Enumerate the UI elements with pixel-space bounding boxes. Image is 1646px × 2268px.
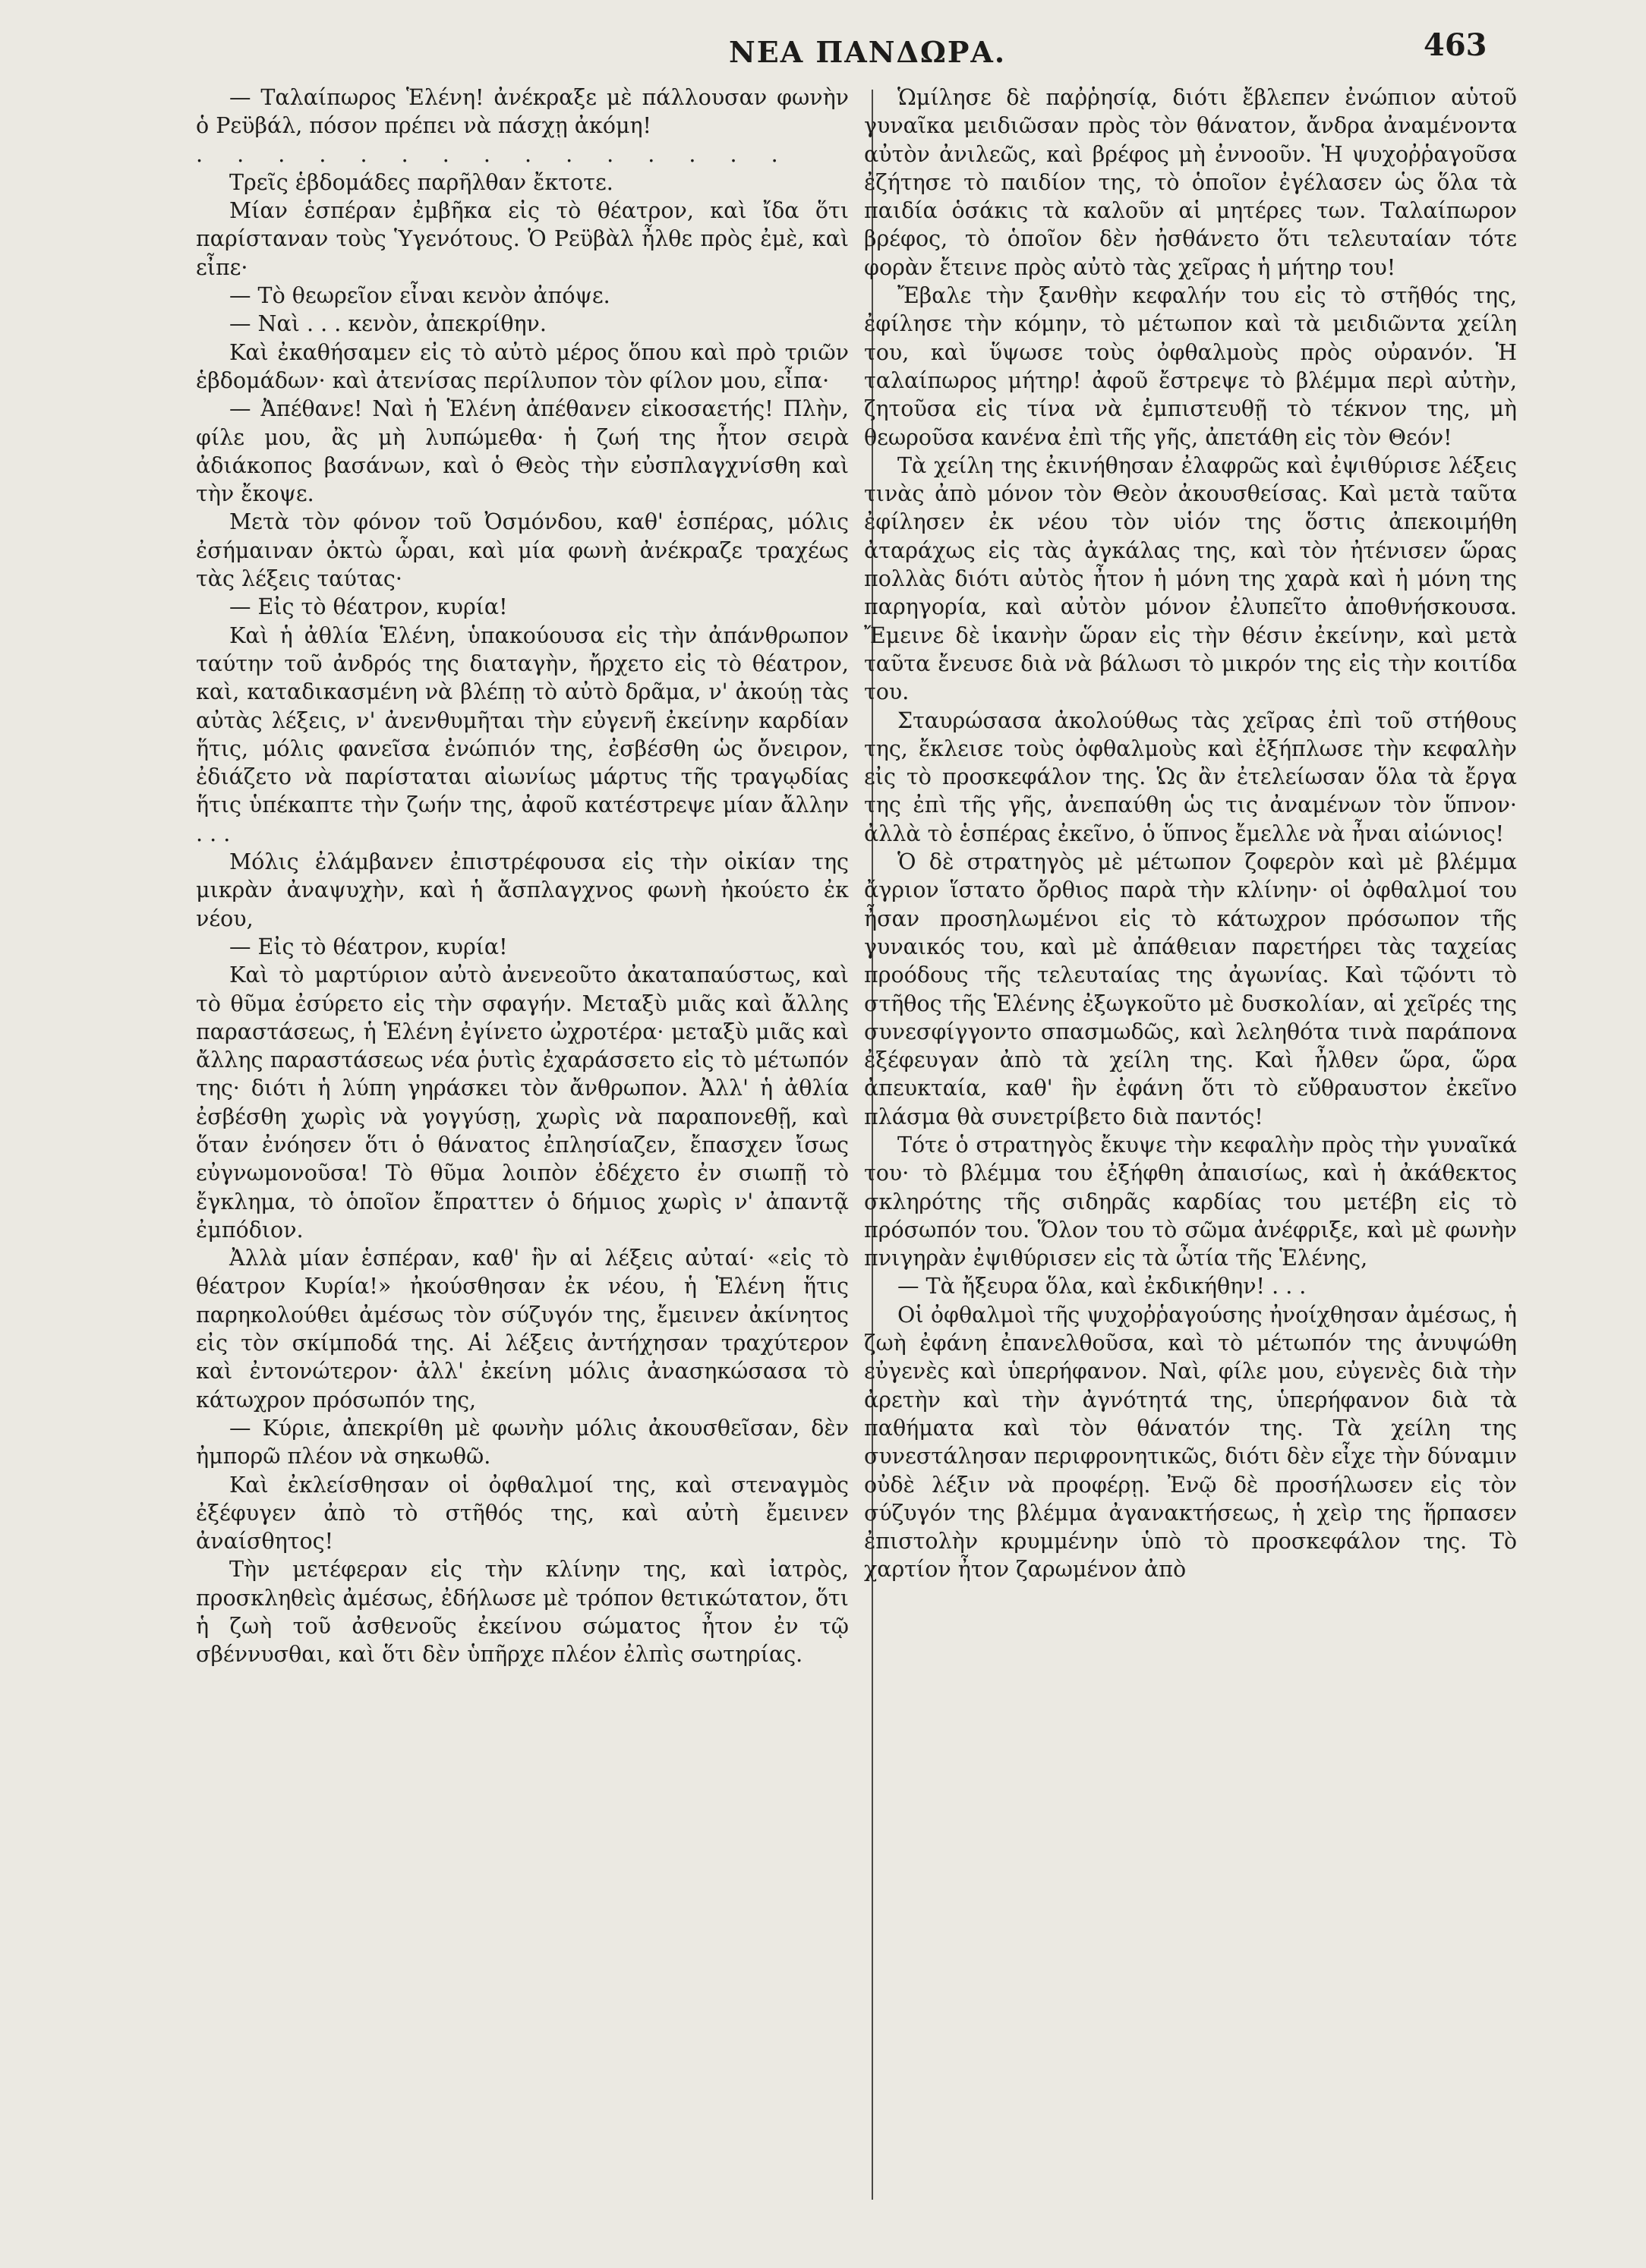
paragraph: — Εἰς τὸ θέατρον, κυρία! [229, 934, 508, 959]
paragraph: Σταυρώσασα ἀκολούθως τὰς χεῖρας ἐπὶ τοῦ στήθους της, ἔκλεισε τοὺς ὀφθαλμοὺς καὶ ἐξήπλωσε τὴν κεφαλὴν εἰς τὸ προσκεφάλον της. Ὡς ἂν ἐτελείωσαν ὅλα τὰ ἔργα της ἐπὶ τῆς γῆς, ἀνεπαύθη ὡς τις ἀναμένων τὸν ὕπνον· ἀλλὰ τὸ ἑσπέρας ἐκεῖνο, ὁ ὕπνος ἔμελλε νὰ ἦναι αἰώνιος! [864, 707, 1517, 846]
paragraph: Ὡμίλησε δὲ παῤῥησίᾳ, διότι ἔβλεπεν ἐνώπιον αὑτοῦ γυναῖκα μειδιῶσαν πρὸς τὸν θάνατον, ἄνδρα ἀναμένοντα αὐτὸν ἀνιλεῶς, καὶ βρέφος μὴ ἐννοοῦν. Ἡ ψυχοῤῥαγοῦσα ἐζήτησε τὸ παιδίον της, τὸ ὁποῖον ἐγέλασεν ὡς ὅλα τὰ παιδία ὁσάκις τὰ καλοῦν αἱ μητέρες των. Ταλαίπωρον βρέφος, τὸ ὁποῖον δὲν ἠσθάνετο ὅτι τελευταίαν τότε φορὰν ἔτεινε πρὸς αὐτὸ τὰς χεῖρας ἡ μήτηρ του! [864, 85, 1517, 280]
paragraph: Μίαν ἑσπέραν ἐμβῆκα εἰς τὸ θέατρον, καὶ ἴδα ὅτι παρίσταναν τοὺς Ὑγενότους. Ὁ Ρεϋβὰλ ἦλθε πρὸς ἐμὲ, καὶ εἶπε· [196, 198, 849, 280]
paragraph: Καὶ τὸ μαρτύριον αὐτὸ ἀνενεοῦτο ἀκαταπαύστως, καὶ τὸ θῦμα ἐσύρετο εἰς τὴν σφαγήν. Μεταξὺ μιᾶς καὶ ἄλλης παραστάσεως, ἡ Ἑλένη ἐγίνετο ὠχροτέρα· μεταξὺ μιᾶς καὶ ἄλλης παραστάσεως νέα ῥυτὶς ἐχαράσσετο εἰς τὸ μέτωπόν της· διότι ἡ λύπη γηράσκει τὸν ἄνθρωπον. Ἀλλ' ἡ ἀθλία ἐσβέσθη χωρὶς νὰ γογγύσῃ, χωρὶς νὰ παραπονεθῇ, καὶ ὅταν ἐνόησεν ὅτι ὁ θάνατος ἐπλησίαζεν, ἔπασχεν ἴσως εὐγνωμονοῦσα! Τὸ θῦμα λοιπὸν ἐδέχετο ἐν σιωπῇ τὸ ἔγκλημα, τὸ ὁποῖον ἔπραττεν ὁ δήμιος χωρὶς ν' ἀπαντᾷ ἐμπόδιον. [196, 962, 849, 1243]
paragraph: — Ναὶ . . . κενὸν, ἀπεκρίθην. [229, 311, 547, 337]
page-number: 463 [1424, 27, 1487, 63]
paragraph: Ἔβαλε τὴν ξανθὴν κεφαλήν του εἰς τὸ στῆθός της, ἐφίλησε τὴν κόμην, τὸ μέτωπον καὶ τὰ μειδιῶντα χείλη του, καὶ ὕψωσε τοὺς ὀφθαλμοὺς πρὸς οὐρανόν. Ἡ ταλαίπωρος μήτηρ! ἀφοῦ ἔστρεψε τὸ βλέμμα περὶ αὐτὴν, ζητοῦσα εἰς τίνα νὰ ἐμπιστευθῇ τὸ τέκνον της, μὴ θεωροῦσα κανένα ἐπὶ τῆς γῆς, ἀπετάθη εἰς τὸν Θεόν! [864, 283, 1517, 450]
paragraph: — Εἰς τὸ θέατρον, κυρία! [229, 594, 508, 620]
paragraph: Καὶ ἐκαθήσαμεν εἰς τὸ αὐτὸ μέρος ὅπου καὶ πρὸ τριῶν ἑβδομάδων· καὶ ἀτενίσας περίλυπον τὸν φίλον μου, εἶπα· [196, 339, 849, 393]
right-column [864, 83, 1517, 1584]
paragraph: — Τὸ θεωρεῖον εἶναι κενὸν ἀπόψε. [229, 283, 610, 309]
paragraph: — Ἀπέθανε! Ναὶ ἡ Ἑλένη ἀπέθανεν εἰκοσαετής! Πλὴν, φίλε μου, ἂς μὴ λυπώμεθα· ἡ ζωή της ἦτον σειρὰ ἀδιάκοπος βασάνων, καὶ ὁ Θεὸς τὴν εὐσπλαγχνίσθη καὶ τὴν ἔκοψε. [196, 396, 849, 507]
paragraph: Τὴν μετέφεραν εἰς τὴν κλίνην της, καὶ ἰατρὸς, προσκληθεὶς ἀμέσως, ἐδήλωσε μὲ τρόπον θετικώτατον, ὅτι ἡ ζωὴ τοῦ ἀσθενοῦς ἐκείνου σώματος ἦτον ἐν τῷ σβέννυσθαι, καὶ ὅτι δὲν ὑπῆρχε πλέον ἐλπὶς σωτηρίας. [196, 1557, 849, 1668]
paragraph: — Ταλαίπωρος Ἑλένη! ἀνέκραξε μὲ πάλλουσαν φωνὴν ὁ Ρεϋβάλ, πόσον πρέπει νὰ πάσχῃ ἀκόμη! [196, 85, 849, 139]
paragraph: Τὰ χείλη της ἐκινήθησαν ἐλαφρῶς καὶ ἐψιθύρισε λέξεις τινὰς ἀπὸ μόνον τὸν Θεὸν ἀκουσθείσας. Καὶ μετὰ ταῦτα ἐφίλησεν ἐκ νέου τὸν υἱόν της ὅστις ἀπεκοιμήθη ἀταράχως εἰς τὰς ἀγκάλας της, καὶ τὸν ἠτένισεν ὥρας πολλὰς διότι αὐτὸς ἦτον ἡ μόνη της χαρὰ καὶ ἡ μόνη της παρηγορία, καὶ αὐτὸν μόνον ἐλυπεῖτο ἀποθνήσκουσα. Ἔμεινε δὲ ἱκανὴν ὥραν εἰς τὴν θέσιν ἐκείνην, καὶ μετὰ ταῦτα ἔνευσε διὰ νὰ βάλωσι τὸ μικρόν της εἰς τὴν κοιτίδα του. [864, 452, 1517, 705]
running-title: ΝΕΑ ΠΑΝΔΩΡΑ. [729, 35, 1007, 69]
paragraph: Τρεῖς ἑβδομάδες παρῆλθαν ἔκτοτε. [229, 169, 613, 195]
paragraph: Μετὰ τὸν φόνον τοῦ Ὀσμόνδου, καθ' ἑσπέρας, μόλις ἐσήμαιναν ὀκτὼ ὧραι, καὶ μία φωνὴ ἀνέκραζε τραχέως τὰς λέξεις ταύτας· [196, 509, 849, 592]
paragraph: Ὁ δὲ στρατηγὸς μὲ μέτωπον ζοφερὸν καὶ μὲ βλέμμα ἄγριον ἵστατο ὄρθιος παρὰ τὴν κλίνην· οἱ ὀφθαλμοί του ἦσαν προσηλωμένοι εἰς τὸ κάτωχρον πρόσωπον τῆς γυναικός του, καὶ μὲ ἀπάθειαν παρετήρει τὰς ταχείας προόδους τῆς τελευταίας της ἀγωνίας. Καὶ τῷόντι τὸ στῆθος τῆς Ἑλένης ἐξωγκοῦτο μὲ δυσκολίαν, αἱ χεῖρές της συνεσφίγγοντο σπασμωδῶς, καὶ λεληθότα τινὰ παράπονα ἐξέφευγαν ἀπὸ τὰ χείλη της. Καὶ ἦλθεν ὥρα, ὥρα ἀπευκταία, καθ' ἣν ἐφάνη ὅτι τὸ εὔθραυστον ἐκεῖνο πλάσμα θὰ συνετρίβετο διὰ παντός! [864, 849, 1517, 1129]
paragraph: Οἱ ὀφθαλμοὶ τῆς ψυχοῤῥαγούσης ἠνοίχθησαν ἀμέσως, ἡ ζωὴ ἐφάνη ἐπανελθοῦσα, καὶ τὸ μέτωπόν της ἀνυψώθη εὐγενὲς καὶ ὑπερήφανον. Ναὶ, φίλε μου, εὐγενὲς διὰ τὴν ἀρετὴν καὶ τὴν ἀγνότητά της, ὑπερήφανον διὰ τὰ παθήματα καὶ τὸν θάνατόν της. Τὰ χείλη της συνεστάλησαν περιφρονητικῶς, διότι δὲν εἶχε τὴν δύναμιν οὐδὲ λέξιν νὰ προφέρῃ. Ἐνῷ δὲ προσήλωσεν εἰς τὸν σύζυγόν της βλέμμα ἀγανακτήσεως, ἡ χεὶρ της ἥρπασεν ἐπιστολὴν κρυμμένην ὑπὸ τὸ προσκεφάλον της. Τὸ χαρτίον ἦτον ζαρωμένον ἀπὸ [864, 1302, 1517, 1583]
paragraph: Τότε ὁ στρατηγὸς ἔκυψε τὴν κεφαλὴν πρὸς τὴν γυναῖκά του· τὸ βλέμμα του ἐξήφθη ἀπαισίως, καὶ ἡ ἀκάθεκτος σκληρότης τῆς σιδηρᾶς καρδίας του μετέβη εἰς τὸ πρόσωπόν του. Ὅλον του τὸ σῶμα ἀνέφριξε, καὶ μὲ φωνὴν πνιγηρὰν ἐψιθύρισεν εἰς τὰ ὦτία τῆς Ἑλένης, [864, 1132, 1517, 1271]
ellipsis-separator: . . . . . . . . . . . . . . . [196, 141, 792, 167]
paragraph: Καὶ ἡ ἀθλία Ἑλένη, ὑπακούουσα εἰς τὴν ἀπάνθρωπον ταύτην τοῦ ἀνδρός της διαταγὴν, ἤρχετο εἰς τὸ θέατρον, καὶ, καταδικασμένη νὰ βλέπῃ τὸ αὐτὸ δρᾶμα, ν' ἀκούῃ τὰς αὐτὰς λέξεις, ν' ἀνενθυμῆται τὴν εὐγενῆ ἐκείνην καρδίαν ἥτις, μόλις φανεῖσα ἐνώπιόν της, ἐσβέσθη ὡς ὄνειρον, ἐδιάζετο νὰ παρίσταται αἰωνίως μάρτυς τῆς τραγῳδίας ἥτις ὑπέκαπτε τὴν ζωήν της, ἀφοῦ κατέστρεψε μίαν ἄλλην . . . [196, 622, 849, 846]
paragraph: — Τὰ ἤξευρα ὅλα, καὶ ἐκδικήθην! . . . [897, 1274, 1307, 1299]
paragraph: Καὶ ἐκλείσθησαν οἱ ὀφθαλμοί της, καὶ στεναγμὸς ἐξέφυγεν ἀπὸ τὸ στῆθός της, καὶ αὐτὴ ἔμεινεν ἀναίσθητος! [196, 1472, 849, 1555]
paragraph: Μόλις ἐλάμβανεν ἐπιστρέφουσα εἰς τὴν οἰκίαν της μικρὰν ἀναψυχὴν, καὶ ἡ ἄσπλαγχνος φωνὴ ἠκούετο ἐκ νέου, [196, 849, 849, 931]
paragraph: Ἀλλὰ μίαν ἑσπέραν, καθ' ἣν αἱ λέξεις αὐταί· «εἰς τὸ θέατρον Κυρία!» ἠκούσθησαν ἐκ νέου, ἡ Ἑλένη ἥτις παρηκολούθει ἀμέσως τὸν σύζυγόν της, ἔμεινεν ἀκίνητος εἰς τὸν σκίμποδά της. Αἱ λέξεις ἀντήχησαν τραχύτερον καὶ ἐντονώτερον· ἀλλ' ἐκείνη μόλις ἀνασηκώσασα τὸ κάτωχρον πρόσωπόν της, [196, 1246, 849, 1413]
left-column [196, 83, 849, 1669]
paragraph: — Κύριε, ἀπεκρίθη μὲ φωνὴν μόλις ἀκουσθεῖσαν, δὲν ἠμπορῶ πλέον νὰ σηκωθῶ. [196, 1415, 849, 1469]
page-header [0, 26, 1646, 71]
